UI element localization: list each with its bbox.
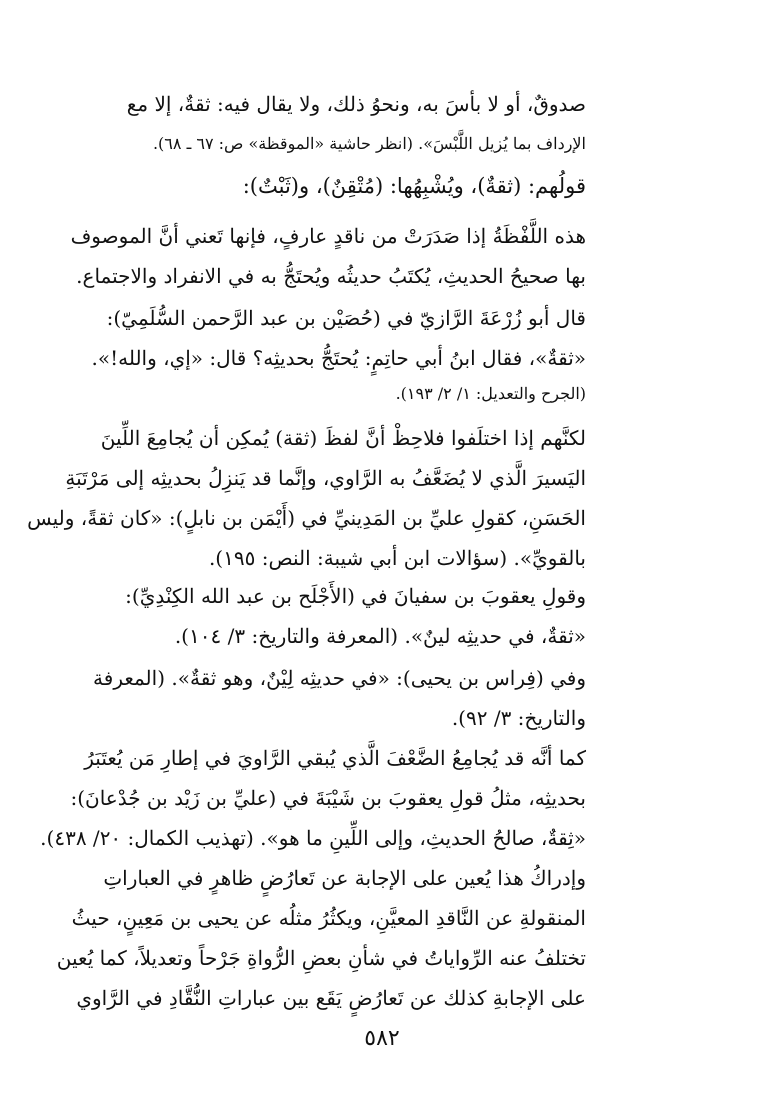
- paragraph-line: قال أبو زُرْعَةَ الرَّازيّ في (حُصَيْن بن عبد الرَّحمن السُّلَمِيّ):: [106, 306, 586, 330]
- paragraph-1: [126, 84, 586, 164]
- paragraph-line: «ثقةٌ»، فقال ابنُ أبي حاتِمٍ: يُحتَجُّ بحديثِه؟ قال: «إي، والله!».: [91, 346, 586, 370]
- paragraph-line: وفي (فِراس بن يحيى): «في حديثِه لِيْنٌ، وهو ثقةٌ». (المعرفة: [93, 666, 586, 690]
- paragraph-5: [27, 418, 586, 578]
- paragraph-line: الإرداف بما يُزيل اللَّبْسَ». (انظر حاشية «الموقظة» ص: ٦٧ ـ ٦٨).: [152, 134, 586, 153]
- paragraph-line: بحديثِه، مثلُ قولِ يعقوبَ بن شَيْبَةَ في (عليِّ بن زَيْد بن جُدْعانَ):: [70, 786, 586, 810]
- paragraph-line: هذه اللَّفْظَةُ إذا صَدَرَتْ من ناقدٍ عارفٍ، فإنها تَعني أنَّ الموصوف: [70, 224, 586, 248]
- paragraph-9: [56, 858, 586, 1018]
- paragraph-line: المنقولةِ عن النَّاقدِ المعيَّنِ، ويكثُرُ مثلُه عن يحيى بن مَعِينٍ، حيثُ: [71, 906, 586, 930]
- paragraph-7: [93, 658, 586, 738]
- paragraph-line: وإدراكُ هذا يُعين على الإجابة عن تَعارُضٍ ظاهرٍ في العباراتِ: [103, 866, 586, 890]
- paragraph-line: لكنَّهم إذا اختلَفوا فلاحِظْ أنَّ لفظَ (ثقة) يُمكِن أن يُجامِعَ اللِّينَ: [100, 426, 586, 450]
- paragraph-line: وقولِ يعقوبَ بن سفيانَ في (الأَجْلَح بن عبد الله الكِنْدِيِّ):: [125, 584, 586, 608]
- section-heading: [176, 166, 586, 206]
- page-number: ٥٨٢: [364, 1026, 400, 1051]
- paragraph-line: بها صحيحُ الحديثِ، يُكتَبُ حديثُه ويُحتَجُّ به في الانفراد والاجتماع.: [76, 264, 586, 288]
- paragraph-4: [91, 298, 586, 410]
- paragraph-line: على الإجابةِ كذلك عن تَعارُضٍ يَقَع بين عباراتِ النُّقَّادِ في الرَّاوي: [76, 986, 586, 1010]
- paragraph-8: [40, 738, 586, 858]
- paragraph-6: [125, 576, 586, 656]
- heading-line: قولُهم: (ثقةٌ)، ويُشْبِهُها: (مُتْقِنٌ)، و(ثَبْتٌ):: [242, 174, 586, 198]
- citation-line: (الجرح والتعديل: ١/ ٢/ ١٩٣).: [395, 384, 586, 403]
- paragraph-line: الحَسَنِ، كقولِ عليِّ بن المَدِينيِّ في (أَيْمَن بن نابلٍ): «كان ثقةً، وليس: [27, 506, 586, 530]
- paragraph-line: تختلفُ عنه الرِّواياتُ في شأنِ بعضِ الرُّواةِ جَرْحاً وتعديلاً، كما يُعين: [56, 946, 586, 970]
- paragraph-line: والتاريخ: ٣/ ٩٢).: [451, 706, 586, 730]
- paragraph-line: «ثقةٌ، في حديثِه لينٌ». (المعرفة والتاريخ: ٣/ ١٠٤).: [174, 624, 586, 648]
- paragraph-line: بالقويِّ». (سؤالات ابن أبي شيبة: النص: ١٩٥).: [208, 546, 586, 570]
- paragraph-line: اليَسيرَ الَّذي لا يُضَعَّفُ به الرَّاوي، وإنَّما قد يَنزِلُ بحديثِه إلى مَرْتَبَةِ: [65, 466, 586, 490]
- paragraph-line: صدوقٌ، أو لا بأسَ به، ونحوُ ذلك، ولا يقال فيه: ثقةٌ، إلا مع: [126, 92, 586, 116]
- paragraph-3: [70, 216, 586, 296]
- paragraph-line: كما أنَّه قد يُجامِعُ الضَّعْفَ الَّذي يُبقي الرَّاويَ في إطارِ مَن يُعتَبَرُ: [84, 746, 586, 770]
- paragraph-line: «ثِقةٌ، صالحُ الحديثِ، وإلى اللِّينِ ما هو». (تهذيب الكمال: ٢٠/ ٤٣٨).: [40, 826, 586, 850]
